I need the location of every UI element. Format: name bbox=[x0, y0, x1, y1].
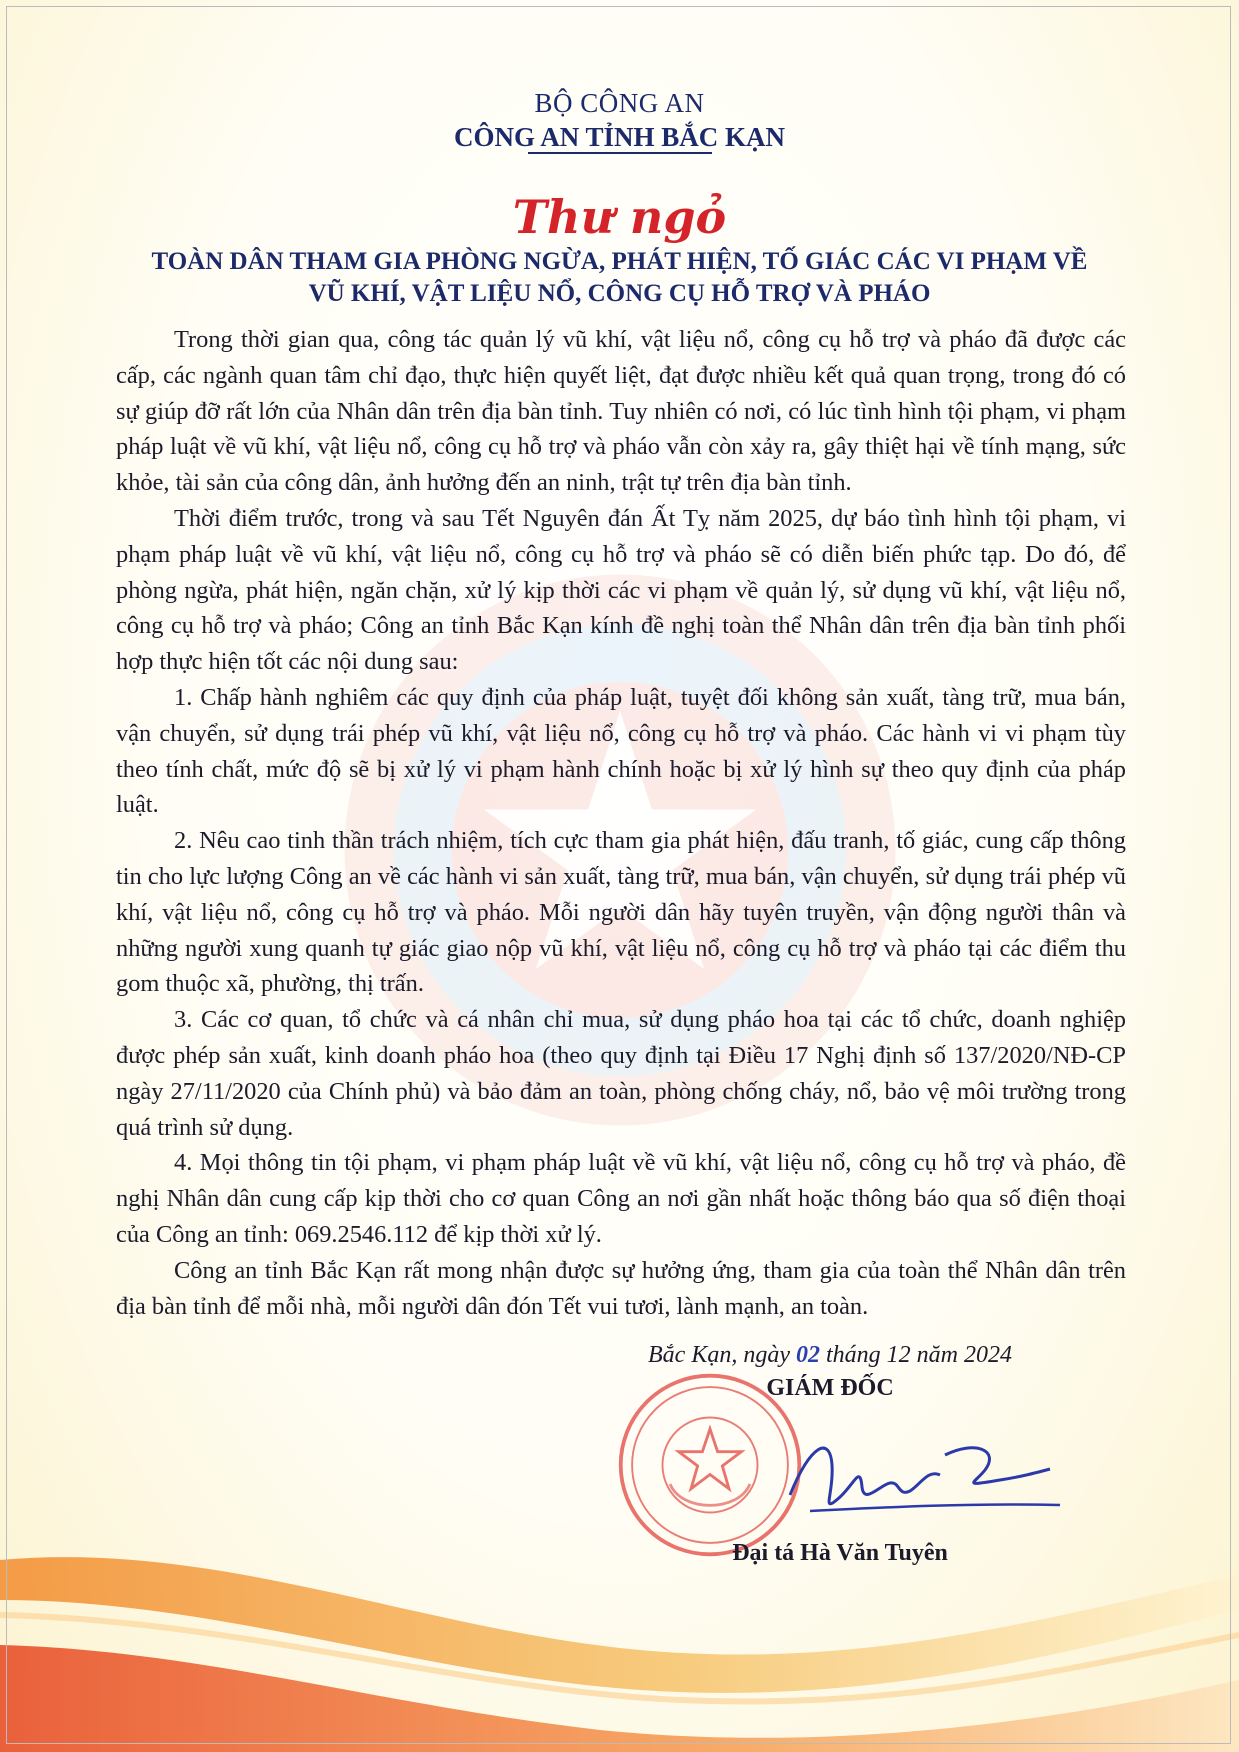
ministry-name: BỘ CÔNG AN bbox=[534, 88, 705, 118]
letter-title: Thư ngỏ bbox=[512, 190, 727, 244]
paragraph-closing: Công an tỉnh Bắc Kạn rất mong nhận được sự hưởng ứng, tham gia của toàn thể Nhân dân trên địa bàn tỉnh để mỗi nhà, mỗi người dân đón Tết vui tươi, lành mạnh, an toàn. bbox=[116, 1256, 1126, 1320]
signer-name: Đại tá Hà Văn Tuyên bbox=[732, 1540, 948, 1566]
handwritten-signature-icon bbox=[770, 1425, 1070, 1535]
signer-role: GIÁM ĐỐC bbox=[766, 1375, 894, 1401]
paragraph-item-3: 3. Các cơ quan, tổ chức và cá nhân chỉ mua, sử dụng pháo hoa tại các tổ chức, doanh nghiệp được phép sản xuất, kinh doanh pháo hoa (theo quy định tại Điều 17 Nghị định số 137/2020/NĐ-CP ngày 27/11/2020 của Chính phủ) và bảo đảm an toàn, phòng chống cháy, nổ, bảo vệ môi trường trong quá trình sử dụng. bbox=[116, 1006, 1126, 1141]
date-suffix: tháng 12 năm 2024 bbox=[819, 1342, 1012, 1368]
unit-underline bbox=[528, 152, 712, 154]
signing-date bbox=[600, 1342, 1060, 1369]
letter-body bbox=[116, 322, 1126, 1324]
paragraph-intro: Trong thời gian qua, công tác quản lý vũ khí, vật liệu nổ, công cụ hỗ trợ và pháo đã được các cấp, các ngành quan tâm chỉ đạo, thực hiện quyết liệt, đạt được nhiều kết quả quan trọng, trong đó có sự giúp đỡ rất lớn của Nhân dân trên địa bàn tỉnh. Tuy nhiên có nơi, có lúc tình hình tội phạm, vi phạm pháp luật về vũ khí, vật liệu nổ, công cụ hỗ trợ và pháo vẫn còn xảy ra, gây thiệt hại về tính mạng, sức khỏe, tài sản của công dân, ảnh hưởng đến an ninh, trật tự trên địa bàn tỉnh. bbox=[116, 326, 1126, 497]
paragraph-item-1: 1. Chấp hành nghiêm các quy định của pháp luật, tuyệt đối không sản xuất, tàng trữ, mua bán, vận chuyển, sử dụng trái phép vũ khí, vật liệu nổ, công cụ hỗ trợ và pháo. Các hành vi vi phạm tùy theo tính chất, mức độ sẽ bị xử lý vi phạm hành chính hoặc bị xử lý hình sự theo quy định của pháp luật. bbox=[116, 683, 1126, 819]
paragraph-item-4: 4. Mọi thông tin tội phạm, vi phạm pháp luật về vũ khí, vật liệu nổ, công cụ hỗ trợ và pháo, đề nghị Nhân dân cung cấp kịp thời cho cơ quan Công an nơi gần nhất hoặc thông báo qua số điện thoại của Công an tỉnh: 069.2546.112 để kịp thời xử lý. bbox=[116, 1149, 1126, 1248]
paragraph-item-2: 2. Nêu cao tinh thần trách nhiệm, tích cực tham gia phát hiện, đấu tranh, tố giác, cung cấp thông tin cho lực lượng Công an về các hành vi sản xuất, tàng trữ, mua bán, vận chuyển, sử dụng trái phép vũ khí, vật liệu nổ, công cụ hỗ trợ và pháo. Mỗi người dân hãy tuyên truyền, vận động người thân và những người xung quanh tự giác giao nộp vũ khí, vật liệu nổ, công cụ hỗ trợ và pháo tại các điểm thu gom thuộc xã, phường, thị trấn. bbox=[116, 827, 1126, 998]
date-prefix: Bắc Kạn, ngày bbox=[648, 1342, 796, 1368]
letter-subtitle: TOÀN DÂN THAM GIA PHÒNG NGỪA, PHÁT HIỆN, TỐ GIÁC CÁC VI PHẠM VỀ VŨ KHÍ, VẬT LIỆU NỔ, CÔNG CỤ HỖ TRỢ VÀ PHÁO bbox=[151, 248, 1088, 307]
bottom-wave-decoration bbox=[0, 1540, 1239, 1752]
paragraph-context: Thời điểm trước, trong và sau Tết Nguyên đán Ất Tỵ năm 2025, dự báo tình hình tội phạm, vi phạm pháp luật về vũ khí, vật liệu nổ, công cụ hỗ trợ và pháo sẽ có diễn biến phức tạp. Do đó, để phòng ngừa, phát hiện, ngăn chặn, xử lý kịp thời các vi phạm về quản lý, sử dụng vũ khí, vật liệu nổ, công cụ hỗ trợ và pháo; Công an tỉnh Bắc Kạn kính đề nghị toàn thể Nhân dân trên địa bàn tỉnh phối hợp thực hiện tốt các nội dung sau: bbox=[116, 504, 1126, 676]
date-day: 02 bbox=[795, 1342, 820, 1368]
unit-name: CÔNG AN TỈNH BẮC KẠN bbox=[453, 122, 786, 152]
